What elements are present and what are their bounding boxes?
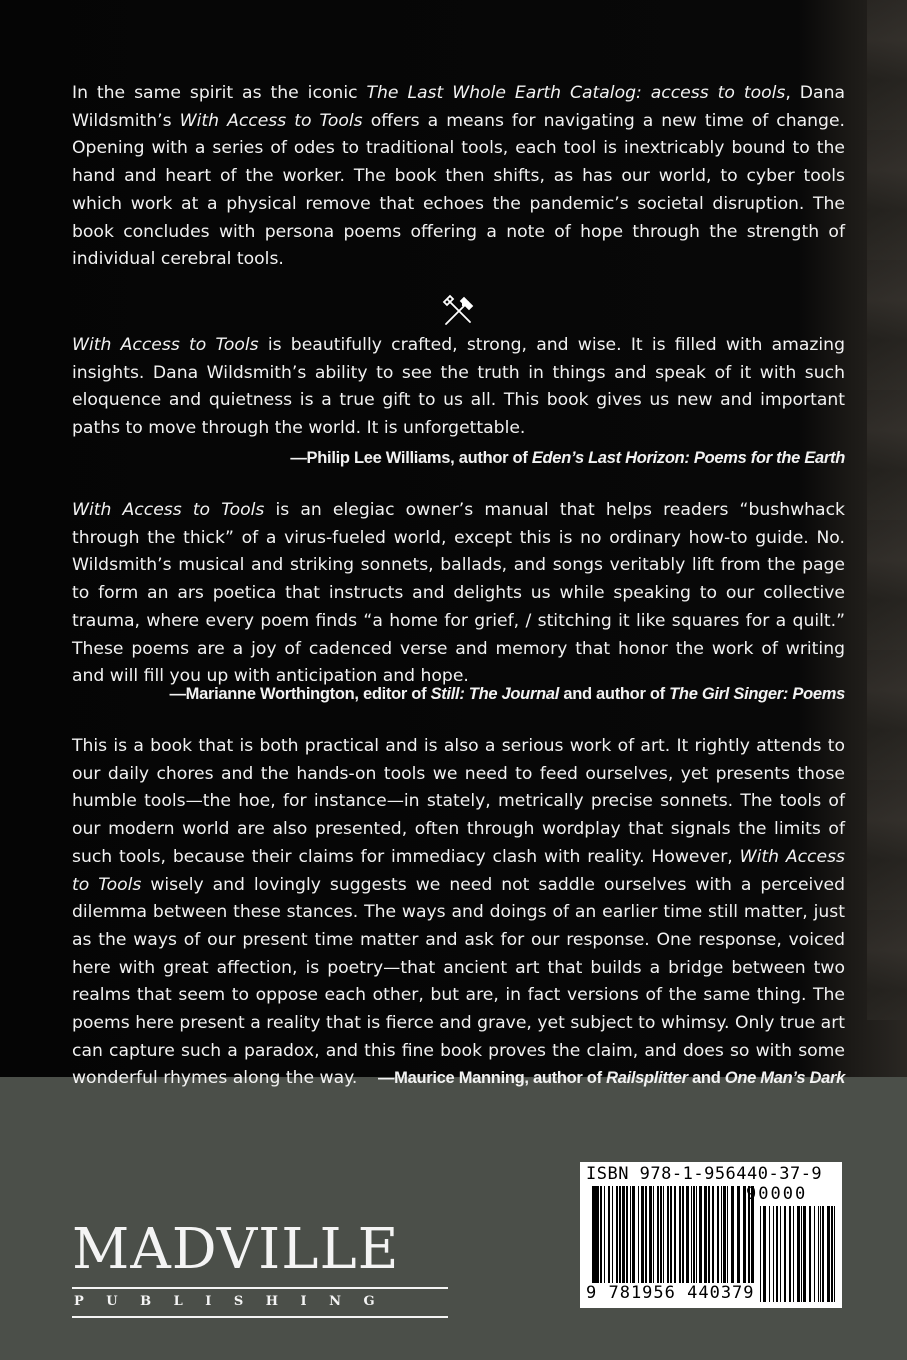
barcode-bar — [653, 1186, 654, 1286]
barcode-bar — [594, 1186, 596, 1286]
ean-digits: 9 781956 440379 — [586, 1283, 755, 1303]
addon-bar — [814, 1206, 815, 1302]
isbn-label: ISBN 978-1-956440-37-9 — [586, 1164, 823, 1184]
barcode-bar — [682, 1186, 684, 1286]
barcode-bar — [667, 1186, 669, 1286]
barcode-bar — [612, 1186, 613, 1286]
barcode-bar — [660, 1186, 662, 1286]
addon-bar — [784, 1206, 786, 1302]
addon-bar — [822, 1206, 824, 1302]
review-quote-3: This is a book that is both practical and is also a serious work of art. It rightly attends to our daily chores and the hands-on tools we need to feed ourselves, yet presents those humble tools—the hoe, for instance—in stately, metrically precise sonnets. The tools of our modern world are also presented, often through wordplay that signals the limits of such tools, because their claims for immediacy clash with reality. However, With Access to Tools wisely and lovingly suggests we need not saddle ourselves with a perceived dilemma between these stances. The ways and doings of an earlier time still matter, just as the ways of our present time matter and ask for our response. One response, voiced here with great affection, is poetry—that ancient art that builds a bridge between two realms that seem to oppose each other, but are, in fact versions of the same thing. The poems here present a reality that is fierce and grave, yet subject to whimsy. Only true art can capture such a paradox, and this fine book proves the claim, and does so with some wonderful rhymes along the way. — [72, 736, 845, 1089]
barcode-bar — [604, 1186, 605, 1286]
addon-bar — [797, 1206, 800, 1302]
barcode-bar — [663, 1186, 664, 1286]
addon-bar — [801, 1206, 802, 1302]
logo-rule-bottom — [72, 1316, 448, 1318]
wood-texture-edge — [867, 0, 907, 1020]
addon-bar — [793, 1206, 794, 1302]
addon-bar — [776, 1206, 778, 1302]
addon-bar — [769, 1206, 770, 1302]
addon-bar — [773, 1206, 774, 1302]
review-attribution-1: —Philip Lee Williams, author of Eden’s Last Horizon: Poems for the Earth — [290, 449, 845, 467]
review-quote-2: With Access to Tools is an elegiac owner’s manual that helps readers “bushwhack through the thick” of a virus-fueled world, except this is no ordinary how-to guide. No. Wildsmith’s musical and striking sonnets, ballads, and songs veritably lift from the page to form an ars poetica that instructs and delights us while speaking to our collective trauma, where every poem finds “a home for grief, / stitching it like squares for a quilt.” These poems are a joy of cadenced verse and memory that honor the work of writing and will fill you up with anticipation and hope. — [72, 500, 845, 687]
barcode-bar — [731, 1186, 734, 1286]
review-quote-1: With Access to Tools is beautifully crafted, strong, and wise. It is filled with amazing insights. Dana Wildsmith’s ability to see the truth in things and speak of it with such eloquence and quietness is a true gift to us all. This book gives us new and important paths to move through the world. It is unforgettable. — [72, 335, 845, 439]
barcode-bar — [717, 1186, 719, 1286]
addon-bar — [803, 1206, 806, 1302]
publisher-logo — [72, 1218, 452, 1318]
review-attribution-3: —Maurice Manning, author of Railsplitter and One Man’s Dark — [377, 1069, 845, 1087]
barcode-bar — [649, 1186, 652, 1286]
barcode-bar — [619, 1186, 621, 1286]
barcode-bar — [691, 1186, 692, 1286]
isbn-barcode — [580, 1162, 842, 1308]
logo-rule-top — [72, 1287, 448, 1289]
barcode-bar — [686, 1186, 689, 1286]
addon-bar — [789, 1206, 791, 1302]
barcode-bar — [737, 1186, 740, 1286]
barcode-bar — [608, 1186, 610, 1286]
barcode-bar — [632, 1186, 635, 1286]
barcode-bar — [699, 1186, 702, 1286]
barcode-bar — [616, 1186, 618, 1286]
addon-bar — [831, 1206, 833, 1302]
barcode-bar — [641, 1186, 644, 1286]
review-attribution-2: —Marianne Worthington, editor of Still: The Journal and author of The Girl Singer: Poems — [169, 685, 845, 703]
price-addon-label: 90000 — [746, 1184, 808, 1204]
barcode-bar — [600, 1186, 602, 1286]
addon-bar — [834, 1206, 835, 1302]
publisher-name: MADVILLE — [72, 1217, 400, 1282]
addon-bar — [818, 1206, 819, 1302]
addon-bar — [809, 1206, 811, 1302]
addon-bar — [760, 1206, 761, 1302]
barcode-bar — [638, 1186, 639, 1286]
barcode-bar — [645, 1186, 647, 1286]
publisher-subtitle: PUBLISHING — [74, 1294, 398, 1309]
barcode-bar — [626, 1186, 628, 1286]
barcode-bar — [598, 1186, 599, 1286]
book-description: In the same spirit as the iconic The Last Whole Earth Catalog: access to tools, Dana Wildsmith’s With Access to Tools offers a means for navigating a new time of change. Opening with a series of odes to traditional tools, each tool is inextricably bound to the hand and heart of the worker. The book then shifts, as has our world, to cyber tools which work at a physical remove that echoes the pandemic’s societal disruption. The book concludes with persona poems offering a note of hope through the strength of individual cerebral tools. — [72, 83, 846, 270]
barcode-bar — [679, 1186, 681, 1286]
barcode-bar — [712, 1186, 714, 1286]
barcode-bar — [696, 1186, 697, 1286]
addon-bar — [820, 1206, 821, 1302]
addon-bar — [763, 1206, 766, 1302]
barcode-bar — [704, 1186, 707, 1286]
barcode-bar — [727, 1186, 728, 1286]
barcode-bar — [721, 1186, 722, 1286]
barcode-bar — [723, 1186, 726, 1286]
barcode-bar — [630, 1186, 631, 1286]
crossed-tools-icon — [440, 294, 476, 330]
addon-bar — [827, 1206, 830, 1302]
addon-bar — [780, 1206, 781, 1302]
barcode-bar — [708, 1186, 710, 1286]
barcode-bar — [622, 1186, 625, 1286]
barcode-bar — [693, 1186, 695, 1286]
barcode-bar — [657, 1186, 659, 1286]
